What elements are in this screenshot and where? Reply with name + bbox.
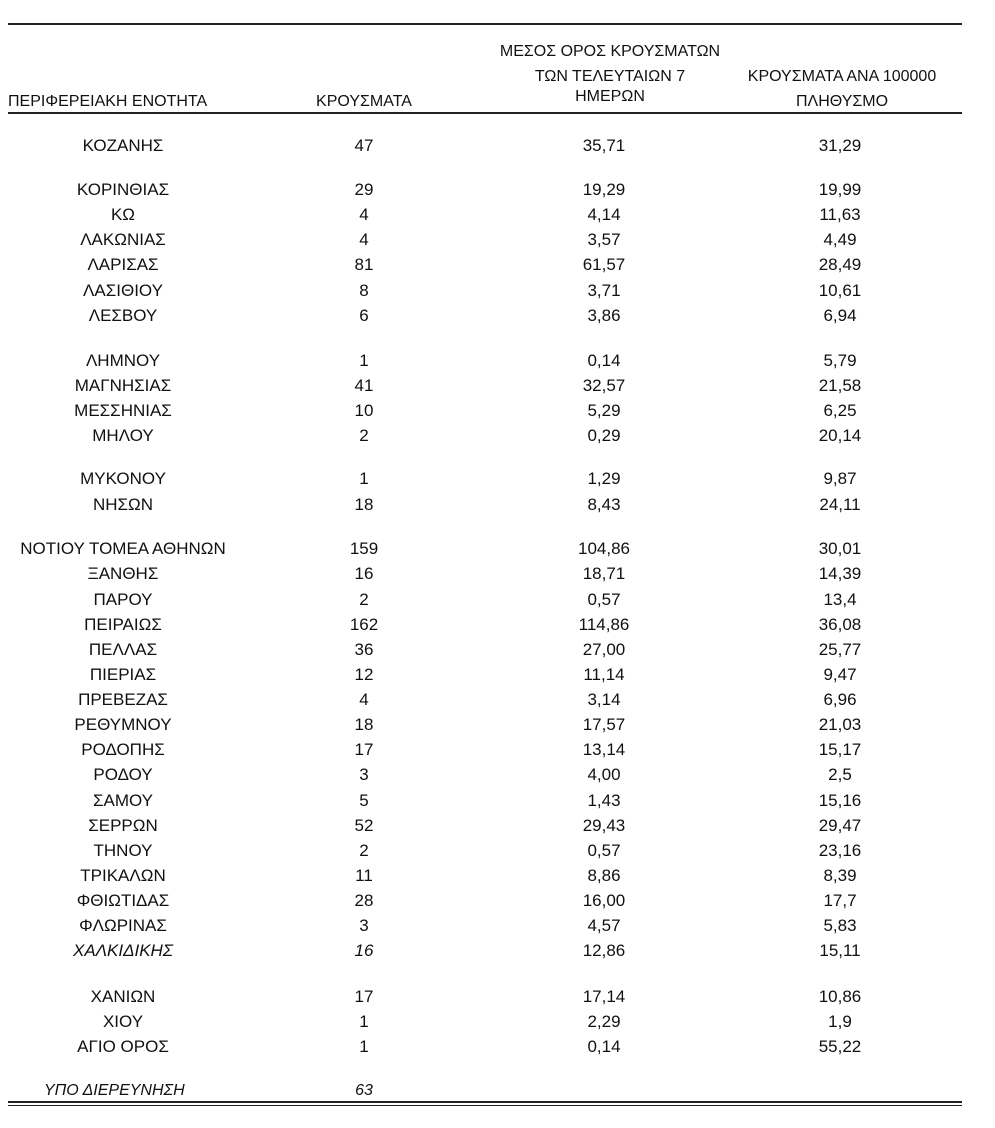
row-cases: 3 bbox=[359, 916, 369, 935]
row-avg7: 3,86 bbox=[587, 306, 621, 325]
row-region: ΜΕΣΣΗΝΙΑΣ bbox=[74, 401, 172, 420]
row-avg7: 3,57 bbox=[587, 230, 621, 249]
row-per100k: 6,96 bbox=[823, 690, 857, 709]
row-region: ΜΥΚΟΝΟΥ bbox=[80, 469, 166, 488]
row-avg7: 1,29 bbox=[587, 469, 621, 488]
under-investigation-cases: 63 bbox=[355, 1082, 373, 1099]
row-cases: 17 bbox=[354, 740, 374, 759]
header-rule bbox=[8, 112, 962, 114]
row-cases: 4 bbox=[359, 690, 369, 709]
under-investigation-label: ΥΠΟ ΔΙΕΡΕΥΝΗΣΗ bbox=[44, 1082, 185, 1099]
row-avg7: 114,86 bbox=[578, 615, 630, 634]
row-region: ΝΟΤΙΟΥ ΤΟΜΕΑ ΑΘΗΝΩΝ bbox=[20, 539, 226, 558]
row-per100k: 6,94 bbox=[823, 306, 857, 325]
row-cases: 52 bbox=[354, 816, 374, 835]
row-cases: 4 bbox=[359, 230, 369, 249]
row-per100k: 21,03 bbox=[818, 715, 862, 734]
row-per100k: 4,49 bbox=[823, 230, 857, 249]
header-avg7-line3: ΗΜΕΡΩΝ bbox=[575, 88, 645, 105]
header-per100k-line1: ΚΡΟΥΣΜΑΤΑ ΑΝΑ 100000 bbox=[747, 68, 937, 85]
row-avg7: 3,71 bbox=[587, 281, 621, 300]
row-cases: 17 bbox=[354, 987, 374, 1006]
row-per100k: 9,87 bbox=[823, 469, 857, 488]
row-avg7: 0,14 bbox=[587, 351, 621, 370]
row-avg7: 11,14 bbox=[583, 665, 625, 684]
row-avg7: 17,14 bbox=[582, 987, 626, 1006]
row-cases: 2 bbox=[359, 590, 369, 609]
row-region: ΛΗΜΝΟΥ bbox=[85, 351, 161, 370]
row-per100k: 10,61 bbox=[818, 281, 862, 300]
row-per100k: 8,39 bbox=[823, 866, 857, 885]
row-avg7: 1,43 bbox=[587, 791, 621, 810]
row-cases: 6 bbox=[359, 306, 369, 325]
row-region: ΦΘΙΩΤΙΔΑΣ bbox=[76, 891, 170, 910]
row-region: ΠΡΕΒΕΖΑΣ bbox=[78, 690, 168, 709]
row-cases: 16 bbox=[354, 564, 374, 583]
row-region: ΞΑΝΘΗΣ bbox=[87, 564, 159, 583]
row-region: ΡΟΔΟΥ bbox=[93, 765, 153, 784]
row-region: ΧΙΟΥ bbox=[102, 1012, 144, 1031]
row-cases: 5 bbox=[359, 791, 369, 810]
row-cases: 29 bbox=[354, 180, 374, 199]
row-avg7: 4,57 bbox=[587, 916, 621, 935]
row-cases: 18 bbox=[354, 495, 374, 514]
header-avg7-line1: ΜΕΣΟΣ ΟΡΟΣ ΚΡΟΥΣΜΑΤΩΝ bbox=[499, 43, 721, 60]
row-region: ΡΕΘΥΜΝΟΥ bbox=[74, 715, 172, 734]
row-region: ΤΗΝΟΥ bbox=[93, 841, 153, 860]
row-cases: 2 bbox=[359, 426, 369, 445]
row-cases: 8 bbox=[359, 281, 369, 300]
row-avg7: 3,14 bbox=[587, 690, 621, 709]
row-cases: 36 bbox=[354, 640, 374, 659]
row-cases: 159 bbox=[349, 539, 379, 558]
row-region: ΑΓΙΟ ΟΡΟΣ bbox=[77, 1037, 169, 1056]
row-avg7: 18,71 bbox=[582, 564, 626, 583]
row-avg7: 8,86 bbox=[587, 866, 621, 885]
row-avg7: 5,29 bbox=[587, 401, 621, 420]
row-cases: 10 bbox=[354, 401, 374, 420]
row-per100k: 6,25 bbox=[823, 401, 857, 420]
row-per100k: 24,11 bbox=[819, 495, 861, 514]
row-region: ΛΑΚΩΝΙΑΣ bbox=[80, 230, 166, 249]
row-per100k: 15,17 bbox=[818, 740, 862, 759]
header-per100k bbox=[724, 67, 960, 112]
row-avg7: 0,57 bbox=[587, 841, 621, 860]
row-cases: 47 bbox=[354, 136, 374, 155]
row-avg7: 0,29 bbox=[587, 426, 621, 445]
row-cases: 1 bbox=[359, 1037, 369, 1056]
row-per100k: 5,83 bbox=[823, 916, 857, 935]
row-avg7: 35,71 bbox=[582, 136, 626, 155]
row-avg7: 4,00 bbox=[587, 765, 621, 784]
row-avg7: 104,86 bbox=[578, 539, 630, 558]
row-per100k: 2,5 bbox=[828, 765, 852, 784]
row-per100k: 30,01 bbox=[818, 539, 862, 558]
row-cases: 1 bbox=[359, 351, 369, 370]
row-avg7: 27,00 bbox=[582, 640, 626, 659]
row-region: ΛΕΣΒΟΥ bbox=[88, 306, 158, 325]
header-avg7-line2: ΤΩΝ ΤΕΛΕΥΤΑΙΩΝ 7 bbox=[534, 68, 686, 85]
row-region: ΠΕΛΛΑΣ bbox=[88, 640, 158, 659]
row-per100k: 17,7 bbox=[823, 891, 857, 910]
row-per100k: 15,11 bbox=[819, 941, 861, 960]
row-region: ΜΗΛΟΥ bbox=[92, 426, 154, 445]
row-per100k: 13,4 bbox=[823, 590, 857, 609]
row-per100k: 29,47 bbox=[818, 816, 862, 835]
row-per100k: 9,47 bbox=[823, 665, 857, 684]
row-avg7: 13,14 bbox=[582, 740, 626, 759]
row-region: ΛΑΣΙΘΙΟΥ bbox=[83, 281, 163, 300]
row-cases: 1 bbox=[359, 1012, 369, 1031]
row-cases: 81 bbox=[354, 255, 374, 274]
row-avg7: 32,57 bbox=[582, 376, 626, 395]
top-rule bbox=[8, 23, 962, 25]
row-avg7: 2,29 bbox=[587, 1012, 621, 1031]
row-cases: 28 bbox=[354, 891, 374, 910]
row-region: ΡΟΔΟΠΗΣ bbox=[81, 740, 165, 759]
header-avg7 bbox=[470, 42, 750, 107]
row-cases: 162 bbox=[349, 615, 379, 634]
row-region: ΛΑΡΙΣΑΣ bbox=[87, 255, 159, 274]
row-per100k: 36,08 bbox=[818, 615, 862, 634]
row-per100k: 31,29 bbox=[818, 136, 862, 155]
row-per100k: 14,39 bbox=[818, 564, 862, 583]
row-per100k: 21,58 bbox=[818, 376, 862, 395]
row-region: ΤΡΙΚΑΛΩΝ bbox=[80, 866, 166, 885]
row-per100k: 10,86 bbox=[818, 987, 862, 1006]
row-region: ΠΙΕΡΙΑΣ bbox=[89, 665, 157, 684]
row-per100k: 15,16 bbox=[818, 791, 862, 810]
row-avg7: 29,43 bbox=[582, 816, 626, 835]
row-cases: 1 bbox=[359, 469, 369, 488]
row-per100k: 28,49 bbox=[818, 255, 862, 274]
row-region: ΧΑΛΚΙΔΙΚΗΣ bbox=[72, 941, 174, 960]
row-avg7: 17,57 bbox=[582, 715, 626, 734]
row-region: ΠΑΡΟΥ bbox=[93, 590, 153, 609]
row-per100k: 23,16 bbox=[818, 841, 862, 860]
row-cases: 3 bbox=[359, 765, 369, 784]
row-region: ΚΟΡΙΝΘΙΑΣ bbox=[76, 180, 170, 199]
header-cases: ΚΡΟΥΣΜΑΤΑ bbox=[316, 93, 412, 110]
row-avg7: 12,86 bbox=[582, 941, 626, 960]
row-region: ΦΛΩΡΙΝΑΣ bbox=[79, 916, 167, 935]
row-cases: 41 bbox=[354, 376, 374, 395]
row-per100k: 11,63 bbox=[819, 205, 861, 224]
row-cases: 11 bbox=[355, 866, 373, 885]
row-per100k: 19,99 bbox=[818, 180, 862, 199]
row-region: ΚΩ bbox=[110, 205, 136, 224]
row-region: ΜΑΓΝΗΣΙΑΣ bbox=[74, 376, 172, 395]
row-region: ΧΑΝΙΩΝ bbox=[90, 987, 156, 1006]
row-cases: 12 bbox=[354, 665, 374, 684]
header-per100k-line2: ΠΛΗΘΥΣΜΟ bbox=[795, 93, 889, 110]
row-avg7: 16,00 bbox=[582, 891, 626, 910]
row-cases: 16 bbox=[354, 941, 374, 960]
bottom-rule bbox=[8, 1101, 962, 1103]
row-per100k: 55,22 bbox=[818, 1037, 862, 1056]
row-avg7: 0,14 bbox=[587, 1037, 621, 1056]
row-per100k: 1,9 bbox=[828, 1012, 852, 1031]
row-region: ΣΑΜΟΥ bbox=[92, 791, 154, 810]
row-avg7: 8,43 bbox=[587, 495, 621, 514]
row-cases: 2 bbox=[359, 841, 369, 860]
row-per100k: 20,14 bbox=[818, 426, 862, 445]
row-region: ΝΗΣΩΝ bbox=[92, 495, 154, 514]
row-cases: 18 bbox=[354, 715, 374, 734]
row-cases: 4 bbox=[359, 205, 369, 224]
row-avg7: 4,14 bbox=[587, 205, 621, 224]
header-region: ΠΕΡΙΦΕΡΕΙΑΚΗ ΕΝΟΤΗΤΑ bbox=[8, 93, 208, 110]
row-region: ΣΕΡΡΩΝ bbox=[88, 816, 158, 835]
row-region: ΚΟΖΑΝΗΣ bbox=[82, 136, 164, 155]
row-per100k: 5,79 bbox=[823, 351, 857, 370]
row-avg7: 61,57 bbox=[582, 255, 626, 274]
row-per100k: 25,77 bbox=[818, 640, 862, 659]
bottom-rule-thin bbox=[8, 1105, 962, 1106]
row-avg7: 19,29 bbox=[582, 180, 626, 199]
row-region: ΠΕΙΡΑΙΩΣ bbox=[84, 615, 162, 634]
row-avg7: 0,57 bbox=[587, 590, 621, 609]
